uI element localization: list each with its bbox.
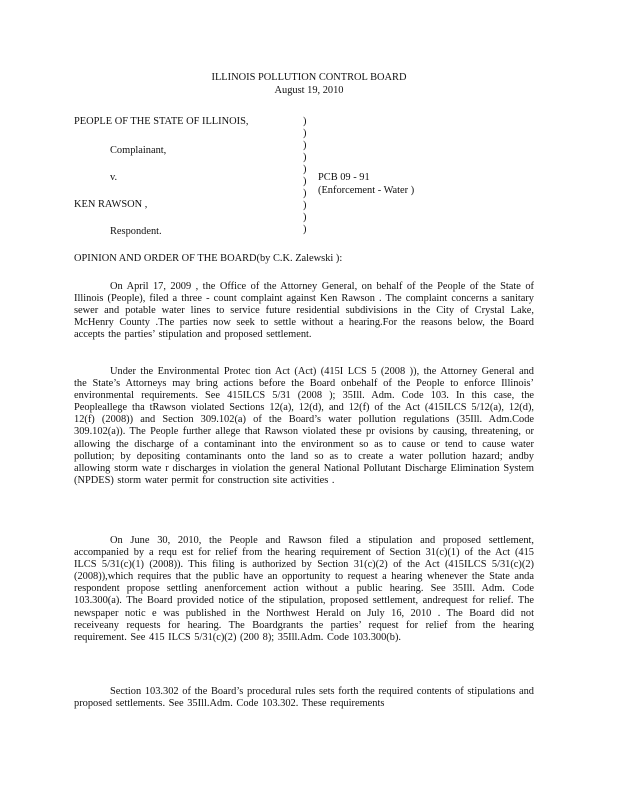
case-number: PCB 09 - 91 (318, 172, 370, 183)
paragraph-text: Under the Environmental Protec tion Act (Act) (415I LCS 5 (2008 )), the Attorney General and the State’s Attorneys may bring actions before the Board onbehalf of the People to enforce Illinois’ environmental requirements. See 415ILCS 5/31 (2008 ); 35Ill. Adm. Code 103. In this case, the Peopleallege tha tRawson violated Sections 12(a), 12(d), and 12(f) of the Act (415ILCS 5/12(a), 12(d), 12(f) (2008)) and Section 309.102(a) of the Board’s water pollution regulations (35Ill. Adm.Code 309.102(a)). The People further allege that Rawson violated these pr ovisions by causing, threatening, or allowing the discharge of a contaminant into the environment so as to cause or tend to cause water pollution; by depositing contaminants onto the land so as to create a water pollution hazard; andby allowing storm wate r discharges in violation the general National Pollutant Discharge Elimination System (NPDES) storm water permit for construction site activities . (74, 366, 534, 486)
petitioner-name: PEOPLE OF THE STATE OF ILLINOIS, (74, 116, 249, 127)
case-type: (Enforcement - Water ) (318, 185, 415, 196)
paragraph-text: On April 17, 2009 , the Office of the Attorney General, on behalf of the People of the State of Illinois (People), filed a three - count complaint against Ken Rawson . The complaint concerns a sanitary sewer and potable water lines to service future residential subdivisions in the City of Crystal Lake, McHenry County .The parties now seek to settle without a hearing.For the reasons below, the Board accepts the parties’ stipulation and proposed settlement. (74, 281, 534, 341)
caption-parentheses (303, 116, 313, 236)
paren-mark: ) (303, 212, 307, 223)
paragraph-text: On June 30, 2010, the People and Rawson filed a stipulation and proposed settlement, accompanied by a requ est for relief from the hearing requirement of Section 31(c)(1) of the Act (415 ILCS 5/31(c)(1) (2008)). This filing is authorized by Section 31(c)(2) of the Act (415ILCS 5/31(c)(2) (2008)),which requires that the public have an opportunity to request a hearing whenever the State anda respondent propose settling anenforcement action without a public hearing. See 35Ill. Adm. Code 103.300(a). The Board provided notice of the stipulation, proposed settlement, andrequest for relief. The newspaper notic e was published in the Northwest Herald on July 16, 2010 . The Board did not receiveany requests for hearing. The Boardgrants the parties’ request for relief from the hearing requirement. See 415 ILCS 5/31(c)(2) (200 8); 35Ill.Adm. Code 103.300(b). (74, 535, 534, 643)
versus-label: v. (110, 172, 118, 183)
paragraph-background (74, 366, 534, 487)
respondent-label: Respondent. (110, 226, 162, 237)
paren-mark: ) (303, 152, 307, 163)
paren-mark: ) (303, 140, 307, 151)
paren-mark: ) (303, 188, 307, 199)
paragraph-text: Section 103.302 of the Board’s procedural rules sets forth the required contents of stipulations and proposed settlements. See 35Ill.Adm. Code 103.302. These requirements (74, 686, 534, 710)
opinion-heading: OPINION AND ORDER OF THE BOARD(by C.K. Zalewski ): (74, 253, 343, 264)
decision-date: August 19, 2010 (274, 85, 344, 96)
respondent-name: KEN RAWSON , (74, 199, 148, 210)
complainant-label: Complainant, (110, 145, 167, 156)
paren-mark: ) (303, 116, 307, 127)
board-name: ILLINOIS POLLUTION CONTROL BOARD (211, 72, 407, 83)
paren-mark: ) (303, 164, 307, 175)
paren-mark: ) (303, 224, 307, 235)
paren-mark: ) (303, 200, 307, 211)
paragraph-requirements (74, 686, 534, 710)
paragraph-stipulation (74, 535, 534, 644)
paren-mark: ) (303, 128, 307, 139)
paragraph-intro (74, 281, 534, 341)
paren-mark: ) (303, 176, 307, 187)
